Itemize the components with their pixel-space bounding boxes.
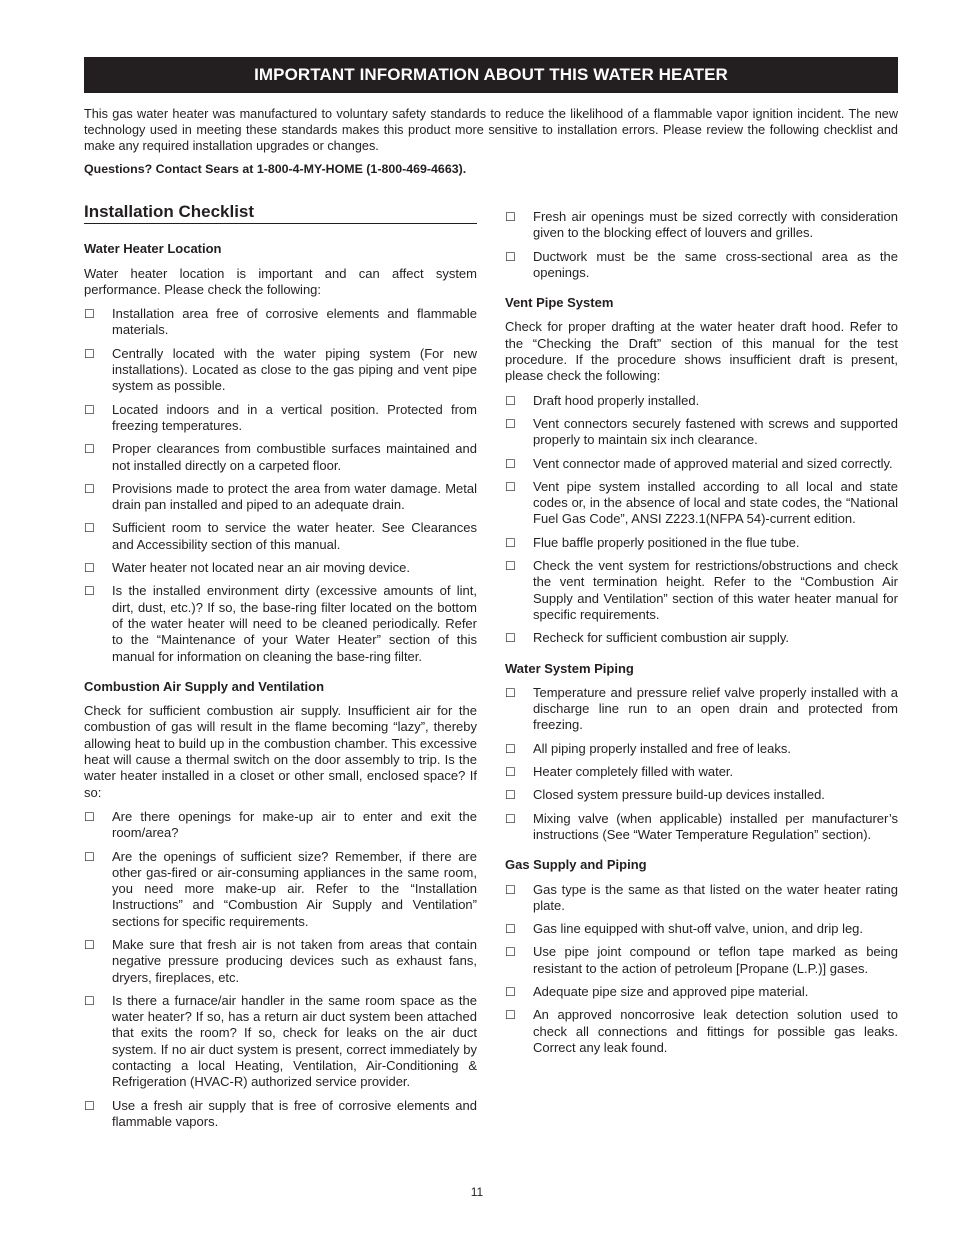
checkbox-icon: ☐	[84, 993, 95, 1008]
checkbox-icon: ☐	[505, 535, 516, 550]
checkbox-icon: ☐	[505, 882, 516, 897]
checklist-item-text: Temperature and pressure relief valve properly installed with a discharge line run to an open drain and protected from freezing.	[533, 684, 898, 733]
subheading-vent: Vent Pipe System	[505, 295, 614, 311]
checkbox-icon: ☐	[505, 811, 516, 826]
checkbox-icon: ☐	[505, 765, 516, 780]
location-intro: Water heater location is important and can affect system performance. Please check the following:	[84, 265, 477, 297]
checklist-item	[505, 558, 898, 623]
checkbox-icon: ☐	[505, 984, 516, 999]
checklist-item	[84, 560, 477, 576]
checklist-item	[505, 456, 898, 472]
checklist-item	[84, 849, 477, 930]
left-column	[84, 204, 477, 1138]
checklist-item-text: All piping properly installed and free of leaks.	[533, 740, 791, 756]
checklist-item-text: Mixing valve (when applicable) installed per manufacturer’s instructions (See “Water Temperature Regulation” section).	[533, 810, 898, 842]
checklist-item	[505, 741, 898, 757]
checklist-item-text: Flue baffle properly positioned in the flue tube.	[533, 534, 800, 550]
checklist-item-text: Use a fresh air supply that is free of corrosive elements and flammable vapors.	[112, 1097, 477, 1129]
page-banner: IMPORTANT INFORMATION ABOUT THIS WATER HEATER	[84, 57, 898, 93]
right-column	[505, 209, 898, 1064]
checklist-item	[505, 630, 898, 646]
checklist-item	[84, 481, 477, 514]
checklist-item	[84, 346, 477, 395]
checklist-item	[505, 479, 898, 528]
checkbox-icon: ☐	[505, 631, 516, 646]
checkbox-icon: ☐	[84, 307, 95, 322]
fresh-air-checklist	[505, 209, 898, 281]
checklist-item	[84, 993, 477, 1091]
checklist-item	[84, 937, 477, 986]
checklist-item-text: Heater completely filled with water.	[533, 764, 734, 780]
checkbox-icon: ☐	[84, 809, 95, 824]
checklist-item-text: Recheck for sufficient combustion air supply.	[533, 630, 790, 646]
checklist-item	[505, 393, 898, 409]
checklist-item	[84, 809, 477, 842]
checkbox-icon: ☐	[84, 561, 95, 576]
checkbox-icon: ☐	[84, 442, 95, 457]
section-title: Installation Checklist	[84, 204, 477, 224]
checklist-item-text: Draft hood properly installed.	[533, 392, 700, 408]
checkbox-icon: ☐	[505, 249, 516, 264]
checkbox-icon: ☐	[505, 559, 516, 574]
checklist-item	[505, 535, 898, 551]
checklist-item-text: Is the installed environment dirty (excessive amounts of lint, dirt, dust, etc.)? If so, the base-ring filter located on the bottom of the water heater will need to be cleaned periodically. Refer to the “Maintenance of your Water Heater” section of this manual for information on cleaning the base-ring filter.	[112, 583, 477, 664]
contact-line: Questions? Contact Sears at 1-800-4-MY-HOME (1-800-469-4663).	[84, 162, 467, 176]
checkbox-icon: ☐	[84, 402, 95, 417]
subheading-water: Water System Piping	[505, 660, 634, 676]
subheading-combustion: Combustion Air Supply and Ventilation	[84, 678, 325, 694]
combustion-checklist	[84, 809, 477, 1130]
checklist-item-text: Water heater not located near an air moving device.	[112, 560, 410, 576]
checklist-item-text: Vent connector made of approved material and sized correctly.	[533, 455, 893, 471]
checklist-item-text: Sufficient room to service the water heater. See Clearances and Accessibility section of this manual.	[112, 520, 477, 552]
location-checklist	[84, 306, 477, 665]
checklist-item-text: Gas line equipped with shut-off valve, union, and drip leg.	[533, 921, 864, 937]
checklist-item	[505, 764, 898, 780]
checklist-item	[505, 685, 898, 734]
subheading-gas: Gas Supply and Piping	[505, 857, 647, 873]
checkbox-icon: ☐	[84, 346, 95, 361]
checklist-item	[505, 984, 898, 1000]
checklist-item-text: Centrally located with the water piping system (For new installations). Located as close to the gas piping and vent pipe system as possible.	[112, 345, 477, 394]
checklist-item	[505, 811, 898, 844]
checklist-item	[84, 441, 477, 474]
subheading-location: Water Heater Location	[84, 241, 222, 257]
checklist-item-text: Located indoors and in a vertical position. Protected from freezing temperatures.	[112, 401, 477, 433]
checklist-item	[505, 787, 898, 803]
checkbox-icon: ☐	[505, 479, 516, 494]
checkbox-icon: ☐	[84, 584, 95, 599]
checkbox-icon: ☐	[505, 922, 516, 937]
combustion-intro: Check for sufficient combustion air supply. Insufficient air for the combustion of gas will result in the flame becoming “lazy”, thereby allowing heat to build up in the combustion chamber. This excessive heat will cause a thermal switch on the door assembly to trip. Is the water heater installed in a closet or other small, enclosed space? If so:	[84, 703, 477, 800]
checkbox-icon: ☐	[505, 685, 516, 700]
checklist-item-text: Adequate pipe size and approved pipe material.	[533, 983, 809, 999]
checklist-item	[505, 882, 898, 915]
checklist-item	[84, 402, 477, 435]
checkbox-icon: ☐	[505, 788, 516, 803]
checkbox-icon: ☐	[84, 521, 95, 536]
checklist-item-text: Fresh air openings must be sized correctly with consideration given to the blocking effect of louvers and grilles.	[533, 209, 898, 241]
checklist-item-text: Vent connectors securely fastened with screws and supported properly to maintain six inch clearance.	[533, 415, 898, 448]
checklist-item-text: Vent pipe system installed according to all local and state codes or, in the absence of local and state codes, the “National Fuel Gas Code”, ANSI Z223.1(NFPA 54)-current edition.	[533, 478, 898, 527]
water-checklist	[505, 685, 898, 843]
checklist-item-text: Is there a furnace/air handler in the same room space as the water heater? If so, has a return air duct system been attached that exits the room? If so, check for leaks on the air duct system. If no air duct system is present, correct immediately by contacting a local Heating, Ventilation, Air-Conditioning & Refrigeration (HVAC-R) authorized service provider.	[112, 992, 477, 1090]
checklist-item	[84, 520, 477, 553]
gas-checklist	[505, 882, 898, 1057]
checklist-item	[505, 249, 898, 282]
checklist-item	[505, 921, 898, 937]
checklist-item-text: Provisions made to protect the area from water damage. Metal drain pan installed and piped to an adequate drain.	[112, 480, 477, 513]
checklist-item-text: Closed system pressure build-up devices installed.	[533, 787, 825, 803]
checklist-item	[84, 583, 477, 664]
checkbox-icon: ☐	[505, 1008, 516, 1023]
checklist-item	[505, 1007, 898, 1056]
checklist-item-text: Make sure that fresh air is not taken from areas that contain negative pressure producing devices such as exhaust fans, dryers, fireplaces, etc.	[112, 936, 477, 985]
checklist-item-text: Are there openings for make-up air to enter and exit the room/area?	[112, 808, 477, 841]
checklist-item-text: Gas type is the same as that listed on the water heater rating plate.	[533, 881, 898, 913]
checklist-item	[505, 209, 898, 242]
checklist-item-text: Check the vent system for restrictions/obstructions and check the vent termination height. Refer to the “Combustion Air Supply and Ventilation” section of this water heater manual for specific requirements.	[533, 558, 898, 622]
checkbox-icon: ☐	[505, 456, 516, 471]
checkbox-icon: ☐	[84, 481, 95, 496]
page-number: 11	[470, 1185, 484, 1199]
checklist-item	[505, 944, 898, 977]
checklist-item	[84, 306, 477, 339]
checklist-item-text: An approved noncorrosive leak detection solution used to check all connections and fittings for possible gas leaks. Correct any leak found.	[533, 1007, 898, 1055]
checkbox-icon: ☐	[84, 1098, 95, 1113]
vent-checklist	[505, 393, 898, 647]
intro-paragraph: This gas water heater was manufactured to voluntary safety standards to reduce the likelihood of a flammable vapor ignition incident. The new technology used in meeting these standards makes this product more sensitive to installation errors. Please review the following checklist and make any required installation upgrades or changes.	[84, 107, 898, 153]
vent-intro: Check for proper drafting at the water heater draft hood. Refer to the “Checking the Draft” section of this manual for the test procedure. If the procedure shows insufficient draft is present, please check the following:	[505, 319, 898, 384]
checklist-item-text: Use pipe joint compound or teflon tape marked as being resistant to the action of petroleum [Propane (L.P.)] gases.	[533, 944, 898, 976]
checklist-item	[505, 416, 898, 449]
checklist-item-text: Ductwork must be the same cross-sectional area as the openings.	[533, 248, 898, 280]
checkbox-icon: ☐	[84, 849, 95, 864]
checkbox-icon: ☐	[505, 393, 516, 408]
checkbox-icon: ☐	[505, 416, 516, 431]
checkbox-icon: ☐	[505, 210, 516, 224]
checklist-item-text: Installation area free of corrosive elements and flammable materials.	[112, 306, 477, 338]
checkbox-icon: ☐	[505, 741, 516, 756]
checklist-item	[84, 1098, 477, 1131]
checklist-item-text: Are the openings of sufficient size? Remember, if there are other gas-fired or air-consuming appliances in the same room, you need more make-up air. Refer to the “Installation Instructions” and “Combustion Air Supply and Ventilation” sections for specific requirements.	[112, 848, 477, 929]
checklist-item-text: Proper clearances from combustible surfaces maintained and not installed directly on a carpeted floor.	[112, 441, 477, 473]
checkbox-icon: ☐	[84, 937, 95, 952]
checkbox-icon: ☐	[505, 945, 516, 960]
